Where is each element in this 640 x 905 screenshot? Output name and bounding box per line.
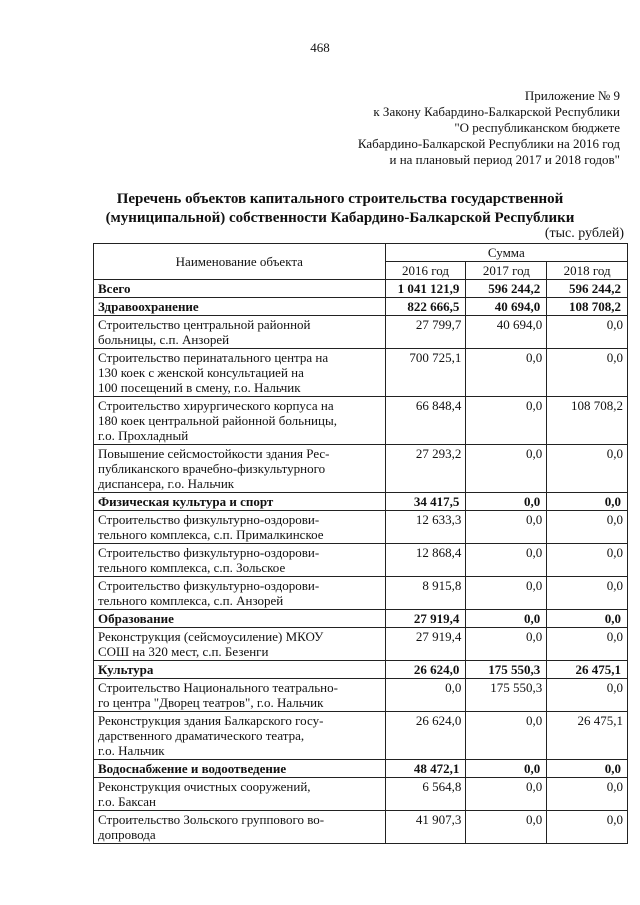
amount-2018: 0,0 — [547, 316, 628, 349]
amount-2016: 34 417,5 — [385, 493, 466, 511]
amount-2016: 27 293,2 — [385, 445, 466, 493]
amount-2018: 0,0 — [547, 679, 628, 712]
amount-2018: 0,0 — [547, 760, 628, 778]
appendix-line: Кабардино-Балкарской Республики на 2016 год — [357, 136, 620, 151]
amount-2017: 0,0 — [466, 493, 547, 511]
object-name — [94, 445, 386, 493]
amount-2017: 0,0 — [466, 712, 547, 760]
section-total-row — [94, 760, 628, 778]
object-name — [94, 577, 386, 610]
amount-2016: 27 799,7 — [385, 316, 466, 349]
amount-2017: 596 244,2 — [466, 280, 547, 298]
amount-2016: 8 915,8 — [385, 577, 466, 610]
amount-2017: 0,0 — [466, 577, 547, 610]
object-name-line: Реконструкция очистных сооружений, — [98, 779, 311, 794]
table-body — [94, 280, 628, 844]
object-row — [94, 544, 628, 577]
object-name — [94, 511, 386, 544]
amount-2016: 41 907,3 — [385, 811, 466, 844]
object-name: Физическая культура и спорт — [94, 493, 386, 511]
object-name-line: г.о. Баксан — [98, 794, 156, 809]
object-name-line: дарственного драматического театра, — [98, 728, 305, 743]
object-name-line: Строительство Зольского группового во- — [98, 812, 325, 827]
object-name-line: 100 посещений в смену, г.о. Нальчик — [98, 380, 301, 395]
amount-2017: 0,0 — [466, 445, 547, 493]
amount-2017: 40 694,0 — [466, 316, 547, 349]
amount-2018: 0,0 — [547, 811, 628, 844]
amount-2017: 0,0 — [466, 811, 547, 844]
amount-2016: 27 919,4 — [385, 628, 466, 661]
object-name-line: г.о. Нальчик — [98, 743, 165, 758]
object-name — [94, 544, 386, 577]
amount-2016: 0,0 — [385, 679, 466, 712]
object-name — [94, 778, 386, 811]
object-name-line: го центра "Дворец театров", г.о. Нальчик — [98, 695, 324, 710]
amount-2016: 27 919,4 — [385, 610, 466, 628]
amount-2018: 0,0 — [547, 349, 628, 397]
object-name — [94, 679, 386, 712]
amount-2016: 12 868,4 — [385, 544, 466, 577]
amount-2018: 26 475,1 — [547, 712, 628, 760]
object-name-line: Строительство физкультурно-оздорови- — [98, 545, 320, 560]
object-name-line: СОШ на 320 мест, с.п. Безенги — [98, 644, 269, 659]
object-name: Культура — [94, 661, 386, 679]
amount-2017: 0,0 — [466, 610, 547, 628]
appendix-line: к Закону Кабардино-Балкарской Республики — [373, 104, 620, 119]
amount-2017: 0,0 — [466, 544, 547, 577]
amount-2016: 12 633,3 — [385, 511, 466, 544]
amount-2017: 0,0 — [466, 349, 547, 397]
object-name-line: г.о. Прохладный — [98, 428, 189, 443]
appendix-line: "О республиканском бюджете — [454, 120, 620, 135]
amount-2016: 48 472,1 — [385, 760, 466, 778]
amount-2016: 6 564,8 — [385, 778, 466, 811]
object-name: Водоснабжение и водоотведение — [94, 760, 386, 778]
amount-2016: 822 666,5 — [385, 298, 466, 316]
amount-2018: 108 708,2 — [547, 397, 628, 445]
appendix-reference — [240, 88, 620, 168]
object-row — [94, 679, 628, 712]
amount-2017: 175 550,3 — [466, 679, 547, 712]
amount-2016: 66 848,4 — [385, 397, 466, 445]
amount-2017: 0,0 — [466, 778, 547, 811]
amount-2018: 108 708,2 — [547, 298, 628, 316]
object-name-line: Строительство хирургического корпуса на — [98, 398, 334, 413]
section-total-row — [94, 280, 628, 298]
section-total-row — [94, 298, 628, 316]
object-name — [94, 712, 386, 760]
amount-2016: 26 624,0 — [385, 661, 466, 679]
object-name — [94, 316, 386, 349]
amount-2018: 0,0 — [547, 544, 628, 577]
object-row — [94, 628, 628, 661]
amount-2018: 596 244,2 — [547, 280, 628, 298]
object-name-line: Строительство центральной районной — [98, 317, 311, 332]
section-total-row — [94, 493, 628, 511]
object-row — [94, 712, 628, 760]
amount-2017: 0,0 — [466, 760, 547, 778]
object-row — [94, 811, 628, 844]
object-row — [94, 511, 628, 544]
amount-2018: 26 475,1 — [547, 661, 628, 679]
object-name-line: 130 коек с женской консультацией на — [98, 365, 304, 380]
object-name-line: Строительство физкультурно-оздорови- — [98, 578, 320, 593]
document-title — [90, 190, 590, 228]
object-name — [94, 628, 386, 661]
title-line: (муниципальной) собственности Кабардино-Балкарской Республики — [105, 210, 575, 226]
header-year: 2018 год — [547, 262, 628, 280]
object-name — [94, 397, 386, 445]
header-year: 2016 год — [385, 262, 466, 280]
amount-2018: 0,0 — [547, 445, 628, 493]
object-name-line: публиканского врачебно-физкультурного — [98, 461, 326, 476]
object-name: Всего — [94, 280, 386, 298]
object-row — [94, 445, 628, 493]
page-number: 468 — [310, 40, 330, 55]
header-sum: Сумма — [385, 244, 627, 262]
objects-table — [93, 243, 628, 844]
object-row — [94, 349, 628, 397]
object-name-line: допровода — [98, 827, 156, 842]
object-name-line: больницы, с.п. Анзорей — [98, 332, 230, 347]
object-name — [94, 349, 386, 397]
amount-2018: 0,0 — [547, 778, 628, 811]
object-name-line: 180 коек центральной районной больницы, — [98, 413, 337, 428]
amount-2018: 0,0 — [547, 610, 628, 628]
object-name-line: Строительство физкультурно-оздорови- — [98, 512, 320, 527]
amount-2018: 0,0 — [547, 628, 628, 661]
object-name-line: тельного комплекса, с.п. Зольское — [98, 560, 286, 575]
object-name-line: тельного комплекса, с.п. Анзорей — [98, 593, 284, 608]
object-row — [94, 577, 628, 610]
header-name: Наименование объекта — [94, 244, 386, 280]
amount-2016: 26 624,0 — [385, 712, 466, 760]
section-total-row — [94, 610, 628, 628]
amount-2018: 0,0 — [547, 511, 628, 544]
units-label: (тыс. рублей) — [544, 226, 624, 241]
section-total-row — [94, 661, 628, 679]
title-line: Перечень объектов капитального строительства государственной — [116, 191, 564, 207]
appendix-line: Приложение № 9 — [524, 88, 620, 103]
object-row — [94, 316, 628, 349]
amount-2017: 0,0 — [466, 628, 547, 661]
object-name-line: тельного комплекса, с.п. Прималкинское — [98, 527, 324, 542]
amount-2017: 175 550,3 — [466, 661, 547, 679]
amount-2018: 0,0 — [547, 493, 628, 511]
object-row — [94, 778, 628, 811]
object-name-line: Строительство Национального театрально- — [98, 680, 338, 695]
object-name-line: Реконструкция здания Балкарского госу- — [98, 713, 324, 728]
amount-2018: 0,0 — [547, 577, 628, 610]
amount-2017: 0,0 — [466, 511, 547, 544]
amount-2017: 40 694,0 — [466, 298, 547, 316]
object-row — [94, 397, 628, 445]
amount-2016: 700 725,1 — [385, 349, 466, 397]
object-name — [94, 811, 386, 844]
amount-2016: 1 041 121,9 — [385, 280, 466, 298]
object-name: Здравоохранение — [94, 298, 386, 316]
object-name-line: Реконструкция (сейсмоусиление) МКОУ — [98, 629, 324, 644]
object-name-line: Повышение сейсмостойкости здания Рес- — [98, 446, 330, 461]
object-name-line: диспансера, г.о. Нальчик — [98, 476, 235, 491]
appendix-line: и на плановый период 2017 и 2018 годов" — [389, 152, 620, 167]
amount-2017: 0,0 — [466, 397, 547, 445]
header-year: 2017 год — [466, 262, 547, 280]
object-name-line: Строительство перинатального центра на — [98, 350, 329, 365]
object-name: Образование — [94, 610, 386, 628]
